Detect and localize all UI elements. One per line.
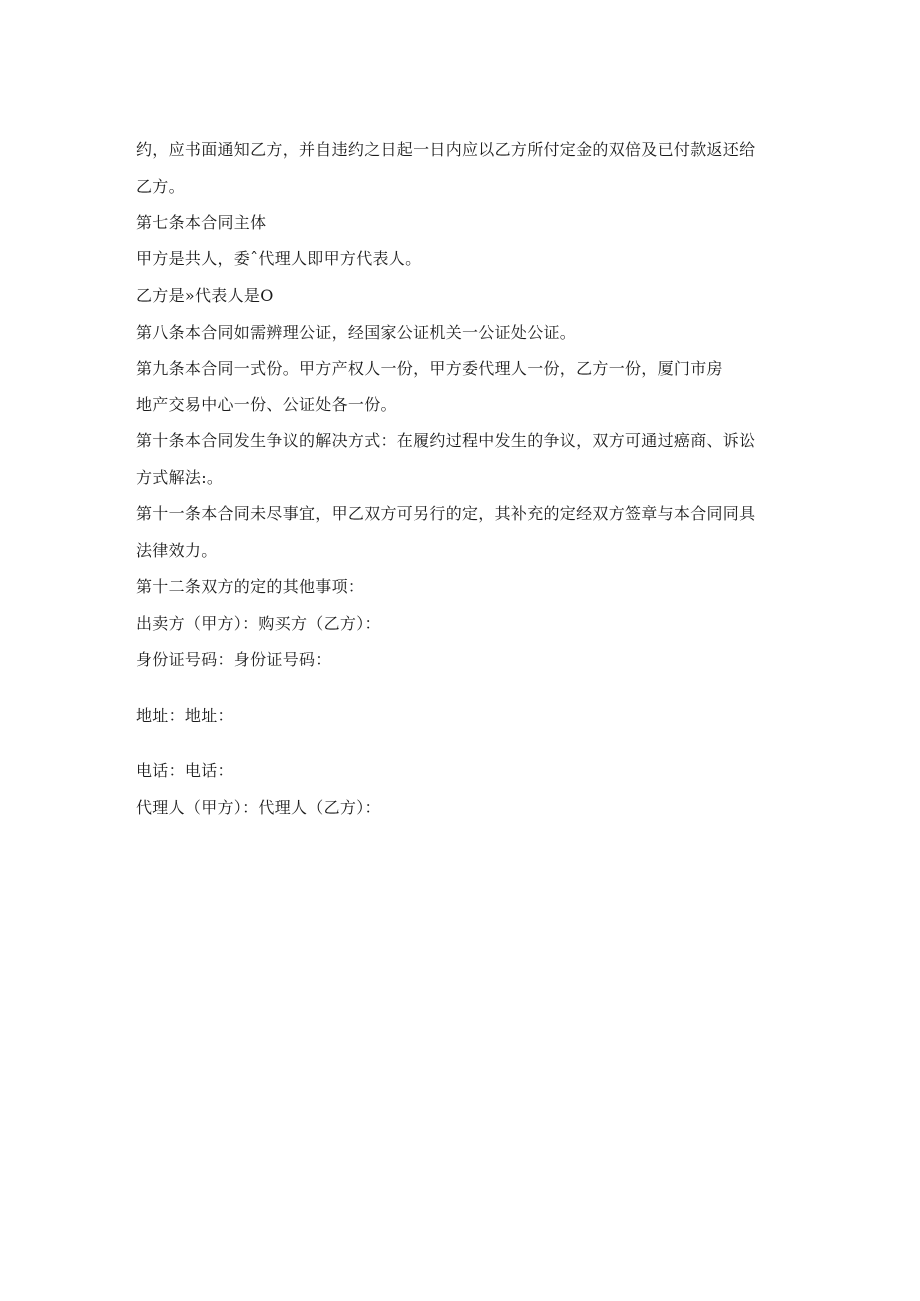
clause-eleven-line-2: 法律效力。 (136, 541, 218, 560)
clause-nine-line-2: 地产交易中心一份、公证处各一份。 (136, 395, 397, 414)
clause-seven-heading: 第七条本合同主体 (136, 213, 267, 232)
party-b-description: 乙方是»代表人是O (136, 286, 274, 305)
clause-six-continuation-line-1: 约，应书面通知乙方，并自违约之日起一日内应以乙方所付定金的双倍及已付款返还给 (136, 140, 756, 159)
clause-twelve-heading: 第十二条双方的定的其他事项： (136, 577, 365, 596)
id-number-line: 身份证号码：身份证号码： (136, 650, 332, 669)
clause-six-continuation-line-2: 乙方。 (136, 177, 185, 196)
clause-ten-line-2: 方式解法:。 (136, 468, 224, 487)
clause-eleven-line-1: 第十一条本合同未尽事宜，甲乙双方可另行的定，其补充的定经双方签章与本合同同具 (136, 504, 756, 523)
party-a-description: 甲方是共人，委ˆ代理人即甲方代表人。 (136, 249, 422, 268)
clause-ten-line-1: 第十条本合同发生争议的解决方式：在履约过程中发生的争议，双方可通过癌商、诉讼 (136, 431, 756, 450)
clause-nine-line-1: 第九条本合同一式份。甲方产权人一份，甲方委代理人一份，乙方一份，厦门市房 (136, 359, 723, 378)
clause-eight: 第八条本合同如需辨理公证，经国家公证机关一公证处公证。 (136, 323, 577, 342)
seller-buyer-signature-line: 出卖方（甲方）：购买方（乙方）： (136, 614, 381, 633)
agent-line: 代理人（甲方）：代理人（乙方）： (136, 798, 381, 817)
address-line: 地址：地址： (136, 706, 234, 725)
phone-line: 电话：电话： (136, 761, 234, 780)
